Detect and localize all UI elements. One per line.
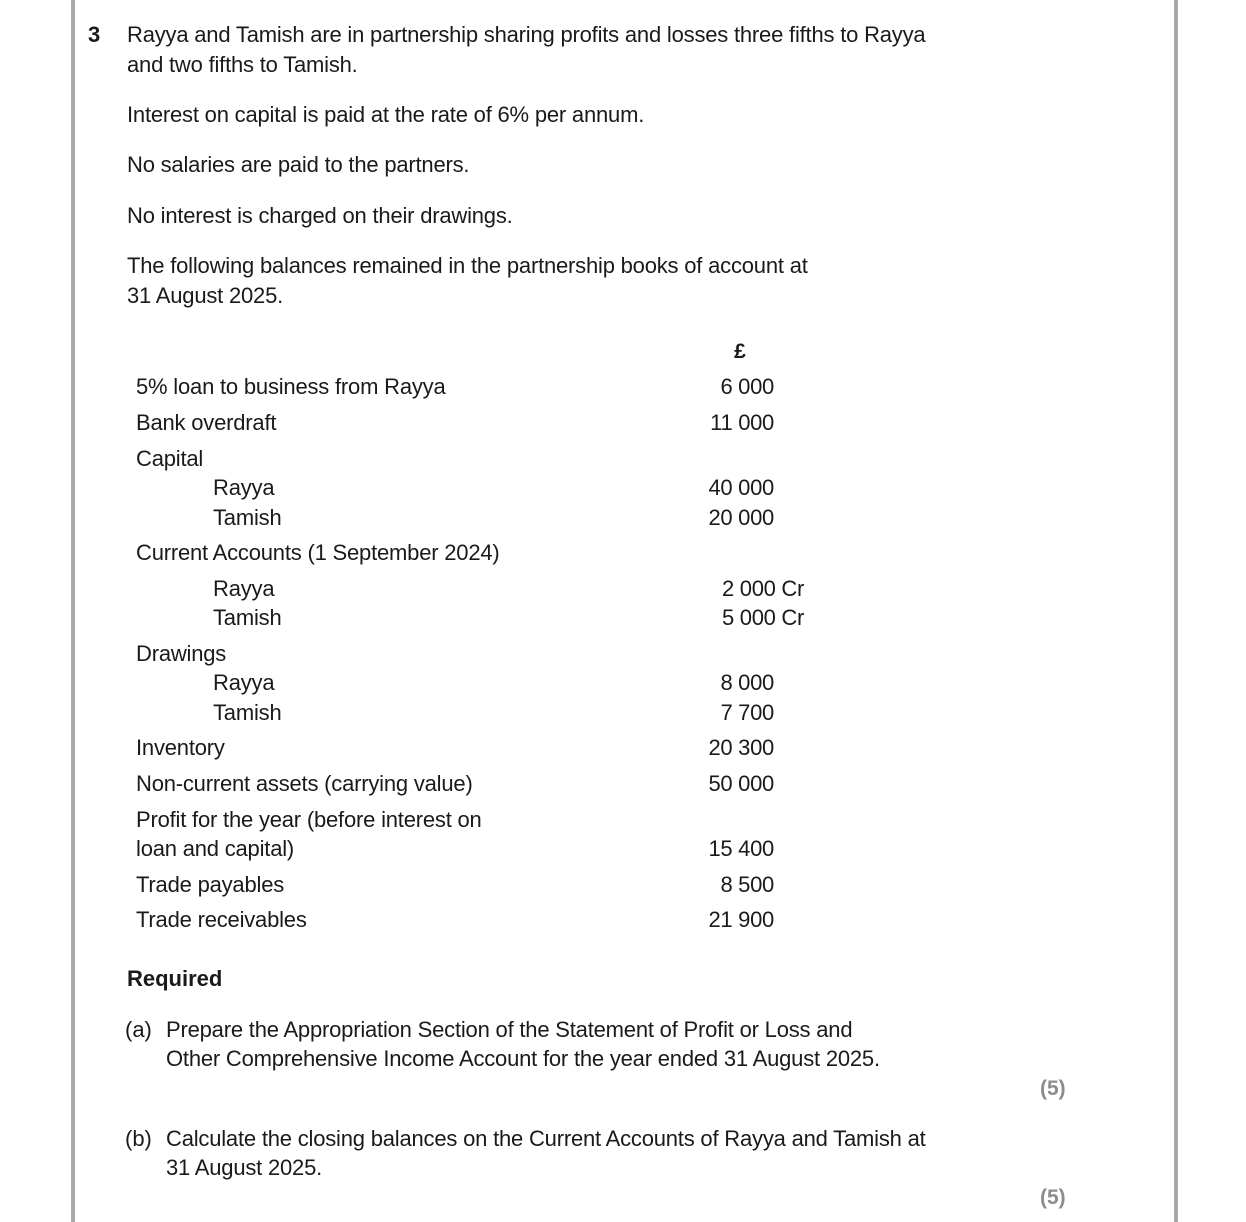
row-label: Tamish	[213, 605, 282, 630]
row-label: Current Accounts (1 September 2024)	[136, 540, 500, 565]
row-label: Tamish	[213, 700, 282, 725]
row-label: Profit for the year (before interest on	[136, 807, 482, 832]
row-value: 6 000	[720, 374, 774, 399]
row-value: 20 000	[708, 505, 774, 530]
row-value: 11 000	[710, 410, 774, 435]
currency-header: £	[734, 340, 746, 363]
balances-intro-line-1: The following balances remained in the partnership books of account at	[127, 253, 808, 278]
part-a-line-2: Other Comprehensive Income Account for the year ended 31 August 2025.	[166, 1046, 880, 1071]
part-b-line-1: Calculate the closing balances on the Current Accounts of Rayya and Tamish at	[166, 1126, 926, 1151]
required-heading: Required	[127, 966, 223, 991]
row-label: Rayya	[213, 475, 275, 500]
row-value: 21 900	[708, 907, 774, 932]
part-a-label: (a)	[125, 1017, 152, 1042]
row-label: Rayya	[213, 576, 275, 601]
no-interest-drawings-text: No interest is charged on their drawings.	[127, 203, 513, 228]
row-label: Non-current assets (carrying value)	[136, 771, 473, 796]
row-value: 40 000	[708, 475, 774, 500]
row-value: 5 000 Cr	[722, 605, 804, 630]
part-b-line-2: 31 August 2025.	[166, 1155, 323, 1180]
row-value: 15 400	[708, 836, 774, 861]
row-label: Bank overdraft	[136, 410, 277, 435]
page-margin-right-border	[1174, 0, 1178, 1222]
row-label: Tamish	[213, 505, 282, 530]
page-margin-left-border	[71, 0, 75, 1222]
interest-on-capital-text: Interest on capital is paid at the rate of 6% per annum.	[127, 102, 645, 127]
row-label: Inventory	[136, 735, 225, 760]
row-label: 5% loan to business from Rayya	[136, 374, 446, 399]
part-a-line-1: Prepare the Appropriation Section of the Statement of Profit or Loss and	[166, 1017, 853, 1042]
balances-intro-line-2: 31 August 2025.	[127, 283, 284, 308]
row-label: loan and capital)	[136, 836, 295, 861]
row-value: 8 000	[720, 670, 774, 695]
row-value: 20 300	[708, 735, 774, 760]
part-a-marks: (5)	[1040, 1077, 1066, 1100]
row-value: 8 500	[720, 872, 774, 897]
part-b-label: (b)	[125, 1126, 152, 1151]
row-label: Rayya	[213, 670, 275, 695]
intro-line-1: Rayya and Tamish are in partnership sharing profits and losses three fifths to Rayya	[127, 22, 926, 47]
row-label: Trade payables	[136, 872, 285, 897]
row-value: 2 000 Cr	[722, 576, 804, 601]
row-label: Trade receivables	[136, 907, 307, 932]
intro-line-2: and two fifths to Tamish.	[127, 52, 358, 77]
question-number: 3	[88, 22, 101, 47]
row-label: Drawings	[136, 641, 227, 666]
no-salaries-text: No salaries are paid to the partners.	[127, 152, 470, 177]
row-label: Capital	[136, 446, 204, 471]
row-value: 50 000	[708, 771, 774, 796]
row-value: 7 700	[720, 700, 774, 725]
part-b-marks: (5)	[1040, 1186, 1066, 1209]
